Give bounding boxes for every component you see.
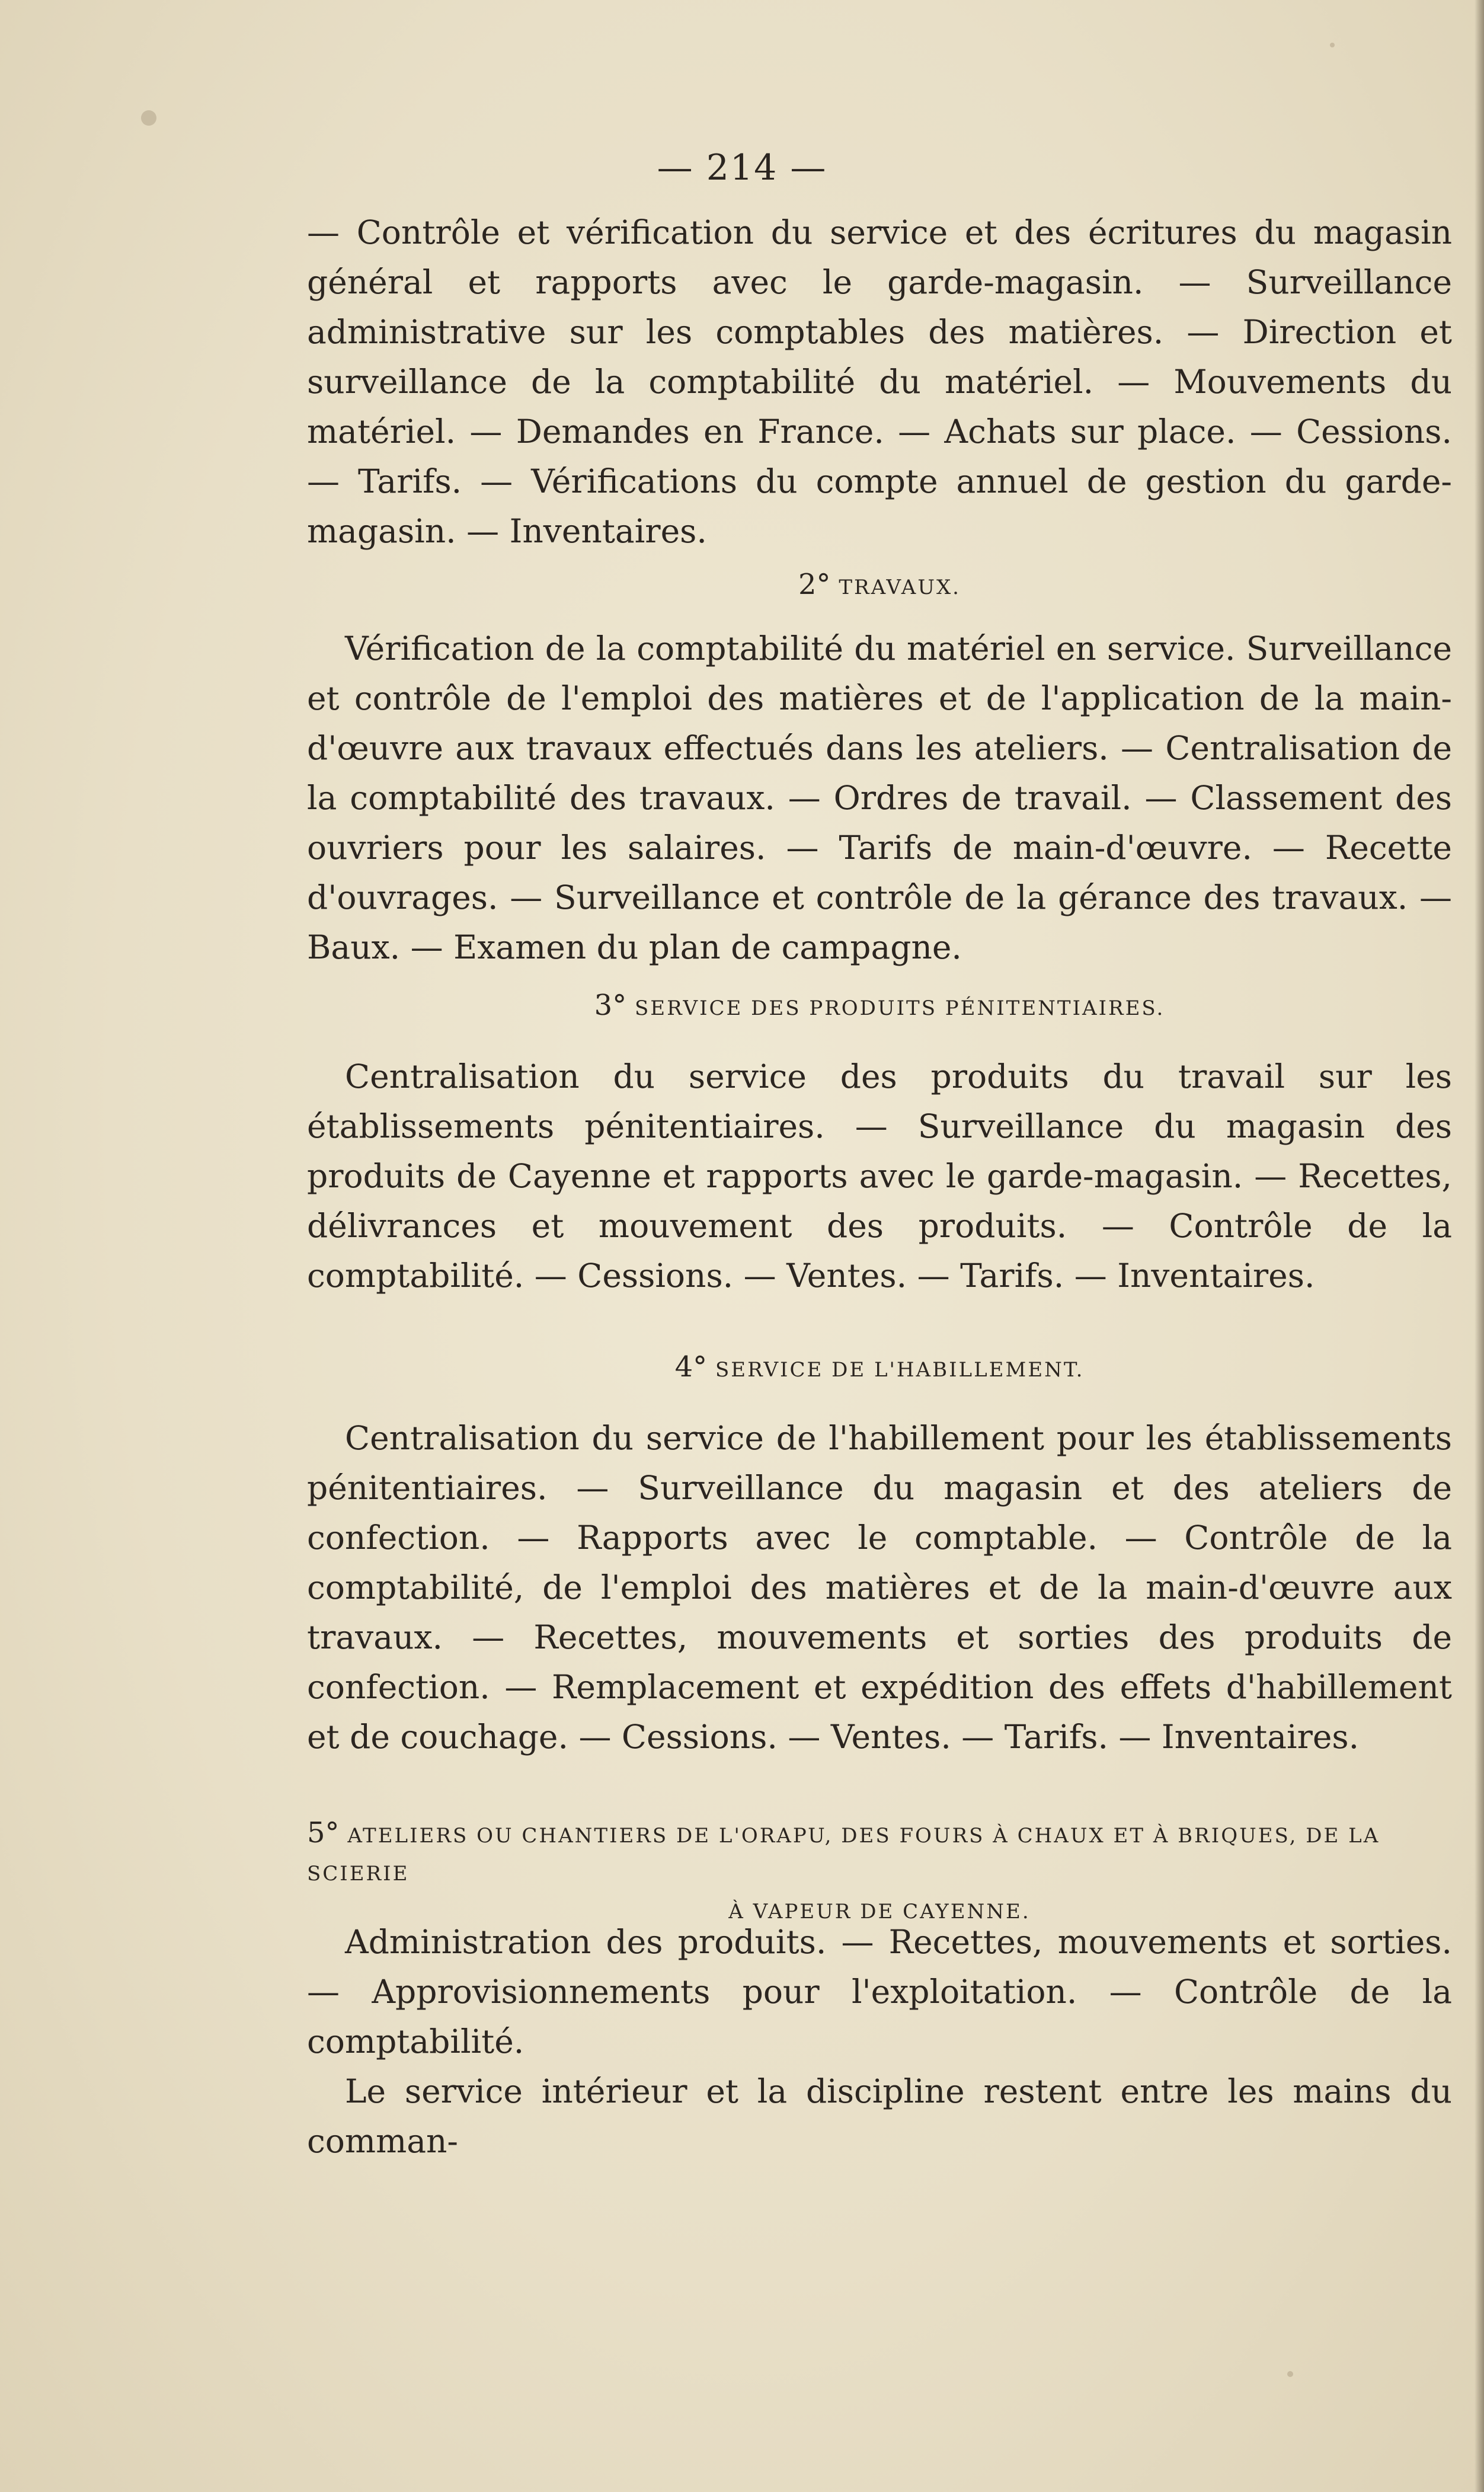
section-title-line-1: ATELIERS OU CHANTIERS DE L'ORAPU, DES FOURS À CHAUX ET À BRIQUES, DE LA SCIERIE bbox=[307, 1824, 1380, 1886]
section-paragraph-produits bbox=[307, 1052, 1452, 1301]
section-heading-ateliers bbox=[307, 1814, 1452, 1931]
section-title-line-2: À VAPEUR DE CAYENNE. bbox=[728, 1900, 1031, 1924]
page-edge-shadow bbox=[1475, 0, 1484, 2492]
section-text-continued: Le service intérieur et la discipline restent entre les mains du comman- bbox=[307, 2072, 1452, 2160]
section-paragraph-ateliers bbox=[307, 1917, 1452, 2166]
section-number: 3° bbox=[594, 989, 627, 1022]
section-title: SERVICE DE L'HABILLEMENT. bbox=[715, 1358, 1085, 1382]
section-text: Centralisation du service de l'habillement pour les établissements pénitentiaires. — Surveillance du magasin et des ateliers de confection. — Rapports avec le comptable. — Contrôle de la comptabilité, de l'emploi des matières et de la main-d'œuvre aux travaux. — Recettes, mouvements et sorties des produits de confection. — Remplacement et expédition des effets d'habillement et de couchage. — Cessions. — Ventes. — Tarifs. — Inventaires. bbox=[307, 1419, 1452, 1756]
section-text: Centralisation du service des produits du travail sur les établissements pénitentiaires. — Surveillance du magasin des produits de Cayenne et rapports avec le garde-magasin. — Recettes, délivrances et mouvement des produits. — Contrôle de la comptabilité. — Cessions. — Ventes. — Tarifs. — Inventaires. bbox=[307, 1057, 1452, 1295]
paper-stain bbox=[1330, 43, 1335, 47]
section-text: Vérification de la comptabilité du matériel en service. Surveillance et contrôle de l'emploi des matières et de l'application de la main-d'œuvre aux travaux effectués dans les ateliers. — Centralisation de la comptabilité des travaux. — Ordres de travail. — Classement des ouvriers pour les salaires. — Tarifs de main-d'œuvre. — Recette d'ouvrages. — Surveillance et contrôle de la gérance des travaux. — Baux. — Examen du plan de campagne. bbox=[307, 630, 1452, 966]
paper-stain bbox=[1287, 2371, 1293, 2377]
section-paragraph-travaux bbox=[307, 624, 1452, 972]
page-number: — 214 — bbox=[657, 147, 827, 189]
section-title: SERVICE DES PRODUITS PÉNITENTIAIRES. bbox=[635, 996, 1165, 1020]
paper-stain bbox=[141, 110, 156, 126]
section-number: 4° bbox=[674, 1350, 708, 1384]
section-heading-habillement bbox=[307, 1348, 1452, 1389]
section-number: 2° bbox=[798, 568, 831, 601]
section-title: TRAVAUX. bbox=[839, 576, 961, 599]
section-paragraph-habillement bbox=[307, 1413, 1452, 1762]
intro-text: — Contrôle et vérification du service et des écritures du magasin général et rapports avec le garde-magasin. — Surveillance administrative sur les comptables des matières. — Direction et surveillance de la comptabilité du matériel. — Mouvements du matériel. — Demandes en France. — Achats sur place. — Cessions. — Tarifs. — Vérifications du compte annuel de gestion du garde-magasin. — Inventaires. bbox=[307, 213, 1452, 550]
section-number: 5° bbox=[307, 1816, 340, 1849]
section-text: Administration des produits. — Recettes, mouvements et sorties. — Approvisionnements pour l'exploitation. — Contrôle de la comptabilité. bbox=[307, 1923, 1452, 2060]
section-heading-produits bbox=[307, 986, 1452, 1027]
section-heading-travaux bbox=[307, 566, 1452, 606]
intro-paragraph bbox=[307, 207, 1452, 556]
